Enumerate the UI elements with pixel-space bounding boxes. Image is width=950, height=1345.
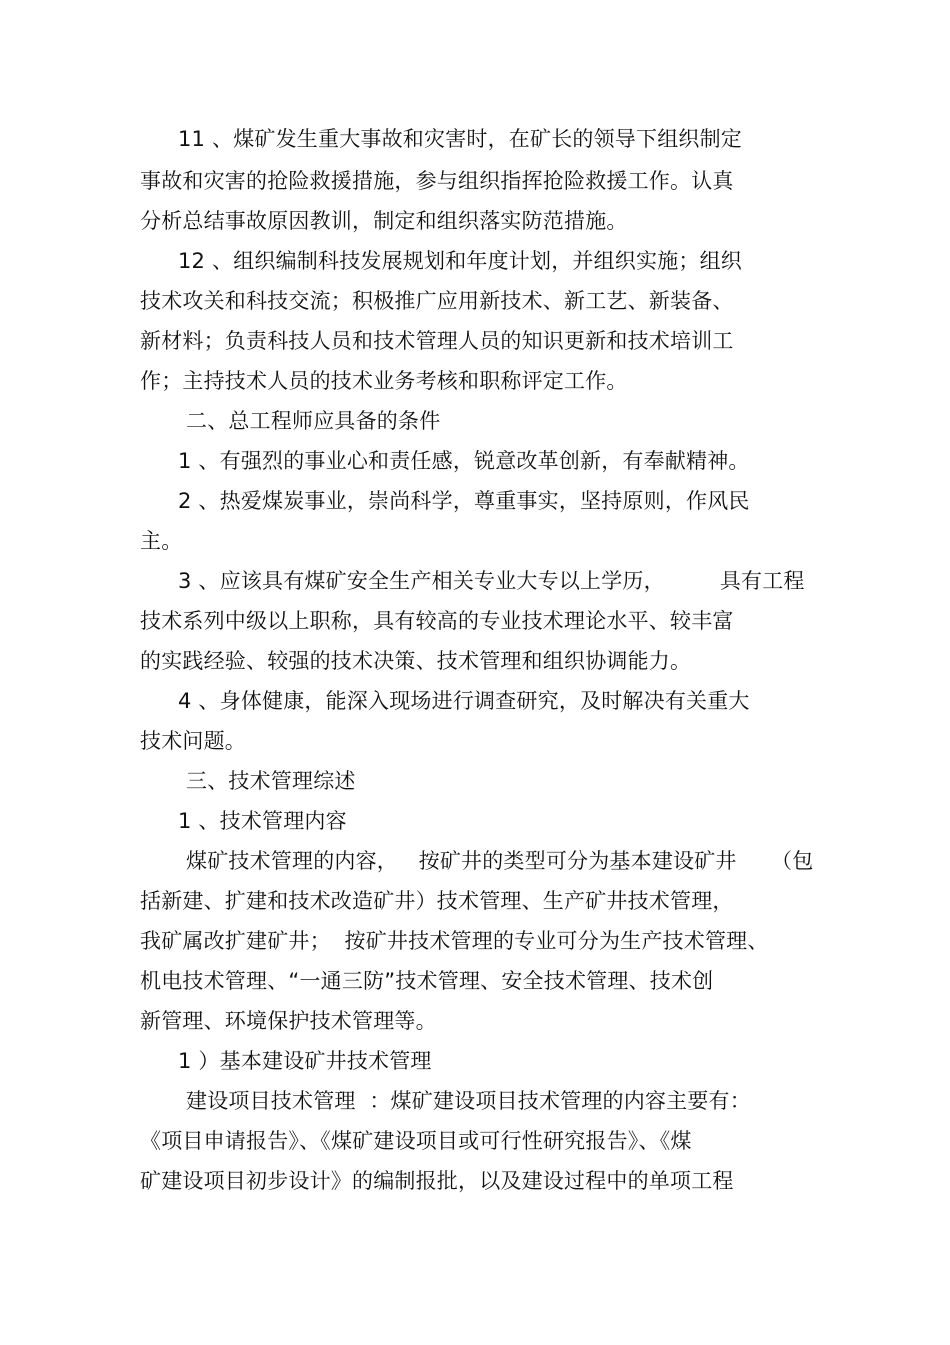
section-heading: 二、总工程师应具备的条件 bbox=[186, 409, 441, 433]
text-line: 事故和灾害的抢险救援措施，参与组织指挥抢险救援工作。认真 bbox=[140, 169, 734, 193]
text-line: 3 、应该具有煤矿安全生产相关专业大专以上学历， 具有工程 bbox=[178, 569, 805, 593]
text-line: 12 、组织编制科技发展规划和年度计划，并组织实施；组织 bbox=[178, 249, 742, 273]
text-line: 《项目申请报告》、《煤矿建设项目或可行性研究报告》、《煤 bbox=[140, 1129, 692, 1153]
text-line: 新材料；负责科技人员和技术管理人员的知识更新和技术培训工 bbox=[140, 329, 734, 353]
text-line: 括新建、扩建和技术改造矿井）技术管理、生产矿井技术管理， bbox=[140, 889, 734, 913]
text-line: 机电技术管理、“一通三防”技术管理、安全技术管理、技术创 bbox=[140, 969, 714, 993]
text-line: 技术问题。 bbox=[140, 729, 246, 753]
subsection-heading: 1 ）基本建设矿井技术管理 bbox=[178, 1049, 432, 1073]
section-heading: 三、技术管理综述 bbox=[186, 769, 356, 793]
text-line: 分析总结事故原因教训，制定和组织落实防范措施。 bbox=[140, 209, 628, 233]
text-line: 我矿属改扩建矿井； 按矿井技术管理的专业可分为生产技术管理、 bbox=[140, 929, 769, 953]
text-line: 矿建设项目初步设计》的编制报批，以及建设过程中的单项工程 bbox=[140, 1169, 734, 1193]
text-line: 1 、有强烈的事业心和责任感，锐意改革创新，有奉献精神。 bbox=[178, 449, 750, 473]
text-line: 新管理、环境保护技术管理等。 bbox=[140, 1009, 437, 1033]
text-line: 作；主持技术人员的技术业务考核和职称评定工作。 bbox=[140, 369, 628, 393]
text-line: 主。 bbox=[140, 529, 183, 553]
text-line: 煤矿技术管理的内容， 按矿井的类型可分为基本建设矿井 （包 bbox=[186, 849, 814, 873]
text-line: 11 、煤矿发生重大事故和灾害时，在矿长的领导下组织制定 bbox=[178, 127, 742, 151]
text-line: 4 、身体健康，能深入现场进行调查研究，及时解决有关重大 bbox=[178, 689, 750, 713]
subsection-heading: 1 、技术管理内容 bbox=[178, 809, 347, 833]
text-line: 建设项目技术管理 ：煤矿建设项目技术管理的内容主要有： bbox=[186, 1089, 751, 1113]
text-line: 2 、热爱煤炭事业，崇尚科学，尊重事实，坚持原则，作风民 bbox=[178, 489, 750, 513]
text-line: 技术攻关和科技交流；积极推广应用新技术、新工艺、新装备、 bbox=[140, 289, 734, 313]
text-line: 技术系列中级以上职称，具有较高的专业技术理论水平、较丰富 bbox=[140, 609, 734, 633]
text-line: 的实践经验、较强的技术决策、技术管理和组织协调能力。 bbox=[140, 649, 692, 673]
